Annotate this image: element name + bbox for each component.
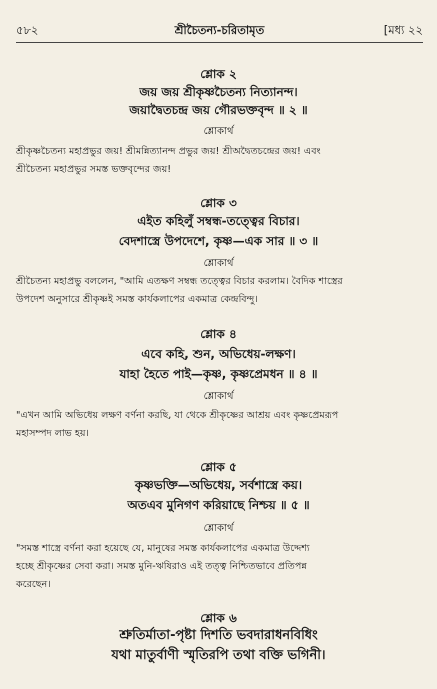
shloka-heading: শ্লোক ৫ (200, 460, 237, 474)
shloka-heading: শ্লোক ৪ (200, 327, 237, 341)
verse-line: জয়াদ্বৈতচন্দ্র জয় গৌরভক্তবৃন্দ ॥ ২ ॥ (129, 103, 308, 117)
verse-line: এবে কহি, শুন, অভিধেয়-লক্ষণ। (141, 347, 296, 361)
translation-heading: শ্লোকার্থ (203, 391, 234, 402)
translation-paragraph (16, 540, 421, 594)
translation-paragraph (16, 273, 421, 309)
translation-heading: শ্লোকার্থ (203, 258, 234, 269)
translation-heading: শ্লোকার্থ (203, 523, 234, 534)
section-marker: [মধ্য ২২ (383, 23, 423, 37)
translation-line: মহাসম্পদ লাভ হয়। (16, 428, 89, 439)
translation-line: শ্রীচৈতন্য মহাপ্রভুর সমস্ত ভক্তবৃন্দের জয়! (16, 164, 172, 175)
translation-line: "সমস্ত শাস্ত্রে বর্ণনা করা হয়েছে যে, মানুষের সমস্ত কার্যকলাপের একমাত্র উদ্দেশ্য (16, 543, 310, 554)
translation-heading: শ্লোকার্থ (203, 126, 234, 137)
header-rule (16, 42, 423, 43)
translation-line: "এখন আমি অভিধেয় লক্ষণ বর্ণনা করছি, যা থেকে শ্রীকৃষ্ণের আশ্রয় এবং কৃষ্ণপ্রেমরূপ (16, 410, 339, 421)
translation-line: হচ্ছে শ্রীকৃষ্ণের সেবা করা। সমস্ত মুনি-ঋষিরাও এই তত্ত্ব নিশ্চিতভাবে প্রতিপন্ন (16, 561, 307, 572)
verse-line: অতএব মুনিগণ করিয়াছে নিশ্চয় ॥ ৫ ॥ (127, 498, 310, 512)
verse-line: বেদশাস্ত্রে উপদেশে, কৃষ্ণ—এক সার ॥ ৩ ॥ (118, 234, 319, 248)
verse-line: শ্রুতির্মাতা-পৃষ্টা দিশতি ভবদারাধনবিধিং (119, 628, 318, 643)
verse-line: যথা মাতুর্বাণী স্মৃতিরপি তথা বক্তি ভগিনী। (111, 648, 326, 663)
book-title: শ্রীচৈতন্য-চরিতামৃত (174, 23, 265, 37)
verse-line: জয় জয় শ্রীকৃষ্ণচৈতন্য নিত্যানন্দ। (139, 85, 298, 99)
translation-line: শ্রীচৈতন্য মহাপ্রভু বললেন, "আমি এতক্ষণ সম্বন্ধ তত্ত্বের বিচার করলাম। বৈদিক শাস্ত্রের (16, 276, 343, 287)
translation-line: করেছেন। (16, 579, 51, 590)
running-header (16, 22, 423, 38)
page-number: ৫৮২ (16, 23, 39, 37)
translation-paragraph (16, 407, 421, 443)
translation-paragraph (16, 143, 421, 179)
shloka-heading: শ্লোক ২ (200, 67, 237, 81)
verse-line: এইত কহিলুঁ সম্বন্ধ-তত্ত্বের বিচার। (137, 214, 300, 228)
translation-line: উপদেশ অনুসারে শ্রীকৃষ্ণই সমস্ত কার্যকলাপের একমাত্র কেন্দ্রবিন্দু। (16, 294, 258, 305)
translation-line: শ্রীকৃষ্ণচৈতন্য মহাপ্রভুর জয়! শ্রীমন্নিত্যানন্দ প্রভুর জয়! শ্রীঅদ্বৈতচন্দ্রের জয়! এবং (16, 146, 321, 157)
shloka-heading: শ্লোক ৬ (200, 611, 237, 625)
shloka-heading: শ্লোক ৩ (200, 196, 237, 210)
verse-line: যাহা হৈতে পাই—কৃষ্ণ, কৃষ্ণপ্রেমধন ॥ ৪ ॥ (119, 367, 318, 381)
verse-line: কৃষ্ণভক্তি—অভিধেয়, সর্বশাস্ত্রে কয়। (134, 478, 303, 492)
